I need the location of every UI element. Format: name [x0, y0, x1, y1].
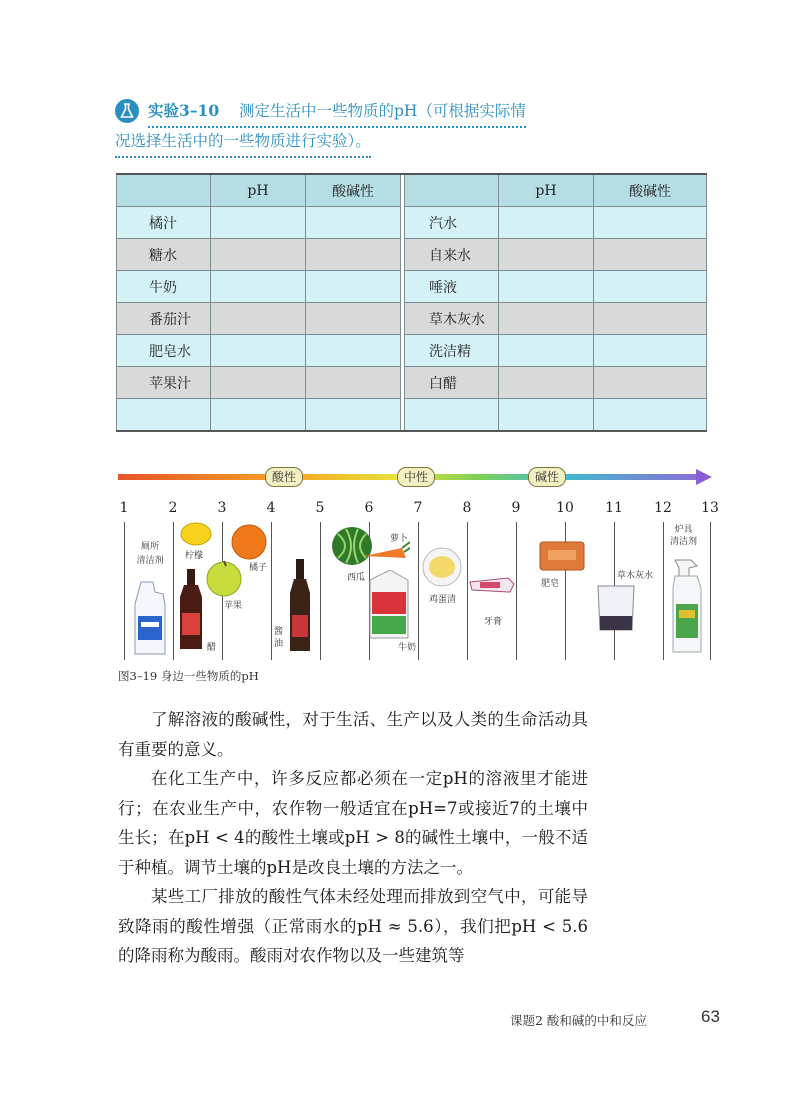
- vinegar-label: 醋: [207, 643, 217, 653]
- radish-icon: [362, 540, 410, 568]
- radish-label: 萝卜: [390, 534, 409, 544]
- substance-name: 番茄汁: [117, 303, 211, 335]
- ph-cell: [499, 207, 594, 239]
- experiment-title-line2: 况选择生活中的一些物质进行实验）。: [115, 126, 371, 158]
- tick-line: [710, 522, 711, 660]
- tick-label: 7: [413, 500, 423, 516]
- tick-label: 3: [217, 500, 227, 516]
- table-row: [117, 207, 707, 239]
- ph-cell: [499, 367, 594, 399]
- tick-label: 4: [266, 500, 276, 516]
- ph-record-table: [116, 173, 707, 432]
- ph-cell: [211, 335, 306, 367]
- ph-cell: [499, 271, 594, 303]
- oven-cleaner-spray-icon: [667, 558, 707, 654]
- acidity-cell: [306, 239, 401, 271]
- acidity-cell: [306, 399, 401, 432]
- body-text: [118, 705, 588, 971]
- acidity-cell: [594, 207, 707, 239]
- substance-name: 草木灰水: [405, 303, 499, 335]
- tick-line: [271, 522, 272, 660]
- base-label: 碱性: [528, 467, 566, 487]
- tick-line: [516, 522, 517, 660]
- table-header-ph-right: pH: [499, 174, 594, 207]
- ph-cell: [211, 303, 306, 335]
- ph-cell: [499, 239, 594, 271]
- acidity-cell: [594, 239, 707, 271]
- acidity-cell: [594, 303, 707, 335]
- tick-label: 1: [119, 500, 129, 516]
- acidity-cell: [594, 271, 707, 303]
- ph-cell: [211, 399, 306, 432]
- substance-name: 自来水: [405, 239, 499, 271]
- tick-label: 8: [462, 500, 472, 516]
- table-row: [117, 239, 707, 271]
- running-footer: 课题2 酸和碱的中和反应: [510, 1013, 647, 1028]
- table-header-ph-left: pH: [211, 174, 306, 207]
- table-row: [117, 303, 707, 335]
- neutral-label: 中性: [397, 467, 435, 487]
- experiment-title-line1: 测定生活中一些物质的pH（可根据实际情: [238, 102, 526, 120]
- acidity-cell: [306, 207, 401, 239]
- arrow-right-icon: [696, 469, 712, 485]
- experiment-label: 实验3–10: [148, 101, 220, 120]
- vinegar-bottle-icon: [176, 567, 206, 651]
- ph-tick-labels: [118, 500, 718, 520]
- apple-icon: [204, 558, 244, 598]
- table-row: [117, 335, 707, 367]
- acidity-cell: [306, 367, 401, 399]
- acidity-cell: [306, 335, 401, 367]
- table-header-name-right: [405, 174, 499, 207]
- ph-cell: [211, 207, 306, 239]
- acid-label: 酸性: [265, 467, 303, 487]
- acidity-cell: [594, 399, 707, 432]
- paragraph: 某些工厂排放的酸性气体未经处理而排放到空气中，可能导致降雨的酸性增强（正常雨水的pH ≈ 5.6），我们把pH < 5.6的降雨称为酸雨。酸雨对农作物以及一些建筑等: [118, 887, 588, 965]
- soap-icon: [538, 540, 586, 572]
- toilet-cleaner-bottle-icon: [127, 578, 173, 658]
- substance-name: 白醋: [405, 367, 499, 399]
- ash-water-label: 草木灰水: [617, 571, 654, 581]
- ph-cell: [499, 399, 594, 432]
- oven-cleaner-label: 炉具 清洁剂: [670, 525, 698, 547]
- tick-line: [663, 522, 664, 660]
- ph-cell: [499, 335, 594, 367]
- orange-label: 橘子: [249, 563, 268, 573]
- tick-label: 12: [654, 500, 672, 516]
- page-number: 63: [701, 1007, 720, 1026]
- ph-cell: [499, 303, 594, 335]
- soy-sauce-label: 酱 油: [274, 627, 284, 649]
- substance-name: [117, 399, 211, 432]
- soap-label: 肥皂: [541, 579, 560, 589]
- acidity-cell: [306, 303, 401, 335]
- orange-icon: [229, 522, 269, 560]
- acidity-cell: [594, 335, 707, 367]
- watermelon-label: 西瓜: [347, 573, 366, 583]
- substance-name: 汽水: [405, 207, 499, 239]
- tick-line: [173, 522, 174, 660]
- substance-name: 唾液: [405, 271, 499, 303]
- tick-label: 2: [168, 500, 178, 516]
- tick-line: [124, 522, 125, 660]
- substance-name: 苹果汁: [117, 367, 211, 399]
- paragraph: 了解溶液的酸碱性，对于生活、生产以及人类的生命活动具有重要的意义。: [118, 710, 588, 759]
- tick-label: 13: [701, 500, 719, 516]
- table-row: [117, 399, 707, 432]
- table-row: [117, 367, 707, 399]
- apple-label: 苹果: [224, 601, 243, 611]
- acidity-cell: [594, 367, 707, 399]
- egg-white-label: 鸡蛋清: [429, 595, 457, 605]
- substance-name: 橘汁: [117, 207, 211, 239]
- ph-gradient-scale: [118, 468, 718, 486]
- substance-name: [405, 399, 499, 432]
- substance-name: 洗洁精: [405, 335, 499, 367]
- tick-label: 11: [605, 500, 623, 516]
- soy-sauce-bottle-icon: [286, 557, 314, 653]
- substance-name: 肥皂水: [117, 335, 211, 367]
- ph-cell: [211, 239, 306, 271]
- tick-label: 5: [315, 500, 325, 516]
- table-header-acidity-right: 酸碱性: [594, 174, 707, 207]
- tick-label: 6: [364, 500, 374, 516]
- tick-line: [418, 522, 419, 660]
- ash-water-beaker-icon: [594, 582, 638, 634]
- lemon-label: 柠檬: [185, 551, 204, 561]
- tick-label: 10: [556, 500, 574, 516]
- substance-name: 牛奶: [117, 271, 211, 303]
- ph-cell: [211, 367, 306, 399]
- milk-label: 牛奶: [398, 643, 417, 653]
- toothpaste-icon: [468, 574, 516, 596]
- table-header-acidity-left: 酸碱性: [306, 174, 401, 207]
- ph-cell: [211, 271, 306, 303]
- lemon-icon: [179, 521, 213, 547]
- acidity-cell: [306, 271, 401, 303]
- milk-carton-icon: [364, 570, 412, 640]
- tick-label: 9: [511, 500, 521, 516]
- egg-white-icon: [420, 545, 464, 589]
- table-header-name-left: [117, 174, 211, 207]
- toilet-cleaner-label: 厕所 清洁剂: [136, 542, 164, 566]
- toothpaste-label: 牙膏: [484, 617, 503, 627]
- tick-line: [320, 522, 321, 660]
- substance-name: 糖水: [117, 239, 211, 271]
- flask-icon: [115, 99, 139, 123]
- paragraph: 在化工生产中，许多反应都必须在一定pH的溶液里才能进行；在农业生产中，农作物一般适宜在pH=7或接近7的土壤中生长；在pH < 4的酸性土壤或pH > 8的碱性土壤中，一般不适于种植。调节土壤的pH是改良土壤的方法之一。: [118, 769, 588, 877]
- figure-caption: 图3–19 身边一些物质的pH: [118, 669, 259, 683]
- table-row: [117, 271, 707, 303]
